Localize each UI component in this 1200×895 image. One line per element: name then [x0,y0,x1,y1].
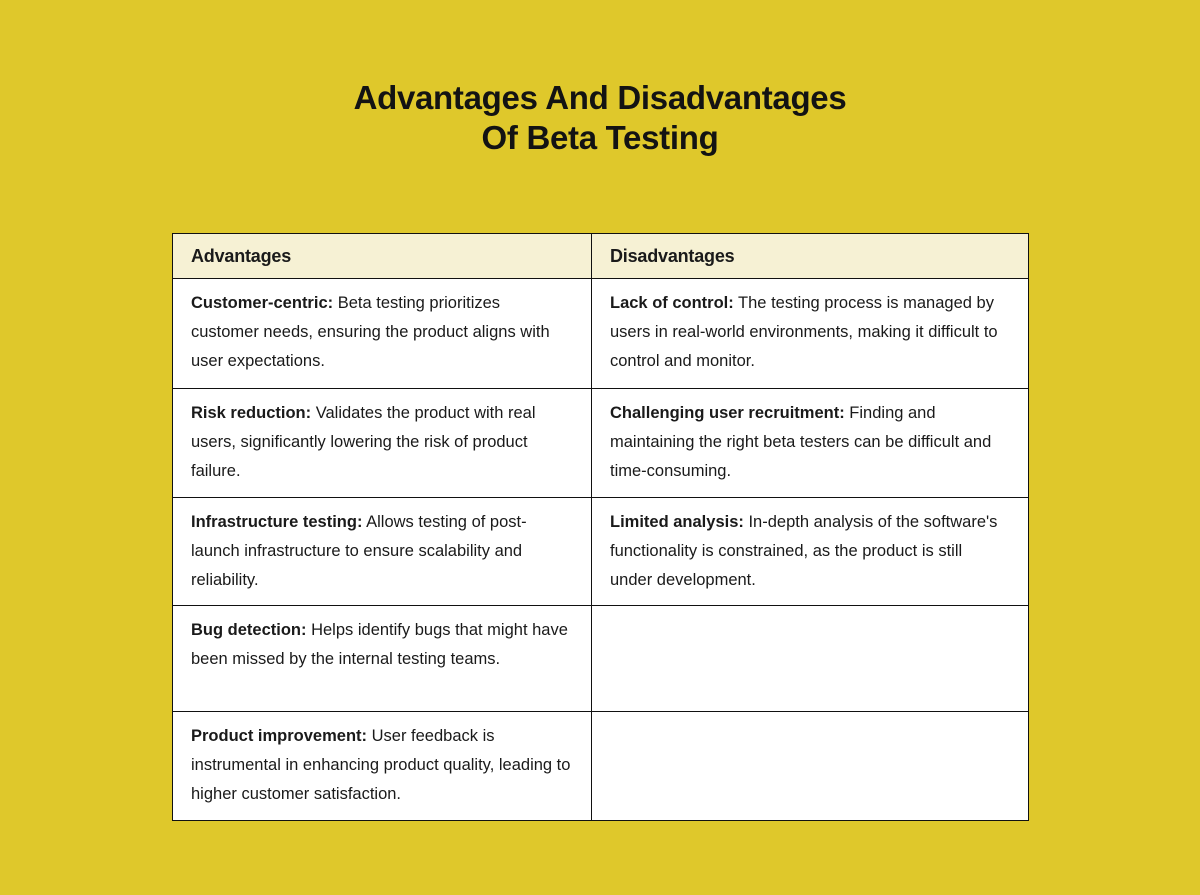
disadvantage-description: The testing process is managed by users in real-world environments, making it difficult to control and monitor. [610,294,998,370]
page-title [0,78,1200,158]
advantage-term: Customer-centric: [191,294,334,312]
advantage-description: Allows testing of post-launch infrastructure to ensure scalability and reliability. [191,513,527,589]
advantage-description: Helps identify bugs that might have been missed by the internal testing teams. [191,621,568,668]
advantage-cell [173,498,592,606]
table-row [173,498,1029,606]
advantage-description: Validates the product with real users, significantly lowering the risk of product failure. [191,404,536,480]
advantage-cell [173,389,592,498]
advantage-term: Bug detection: [191,621,307,639]
table-row [173,712,1029,821]
table-row [173,606,1029,712]
disadvantage-description: In-depth analysis of the software's functionality is constrained, as the product is still under development. [610,513,998,589]
disadvantage-cell-empty [592,606,1029,712]
advantage-cell [173,279,592,389]
table-row [173,389,1029,498]
advantage-description: Beta testing prioritizes customer needs, ensuring the product aligns with user expectations. [191,294,550,370]
advantage-term: Infrastructure testing: [191,513,363,531]
disadvantage-term: Limited analysis: [610,513,744,531]
disadvantage-cell [592,279,1029,389]
table-header-row [173,234,1029,279]
page-title-line-1: Advantages And Disadvantages [353,79,847,116]
table-row [173,279,1029,389]
disadvantage-cell-empty [592,712,1029,821]
disadvantage-cell [592,389,1029,498]
page-title-line-2: Of Beta Testing [481,119,719,156]
advantage-cell [173,712,592,821]
advantage-term: Risk reduction: [191,404,312,422]
column-header-advantages: Advantages [173,234,592,279]
advantage-term: Product improvement: [191,727,368,745]
column-header-disadvantages: Disadvantages [592,234,1029,279]
comparison-table [172,233,1029,821]
advantage-description: User feedback is instrumental in enhancing product quality, leading to higher customer satisfaction. [191,727,571,803]
disadvantage-term: Challenging user recruitment: [610,404,845,422]
advantage-cell [173,606,592,712]
disadvantage-cell [592,498,1029,606]
disadvantage-description: Finding and maintaining the right beta testers can be difficult and time-consuming. [610,404,992,480]
disadvantage-term: Lack of control: [610,294,734,312]
